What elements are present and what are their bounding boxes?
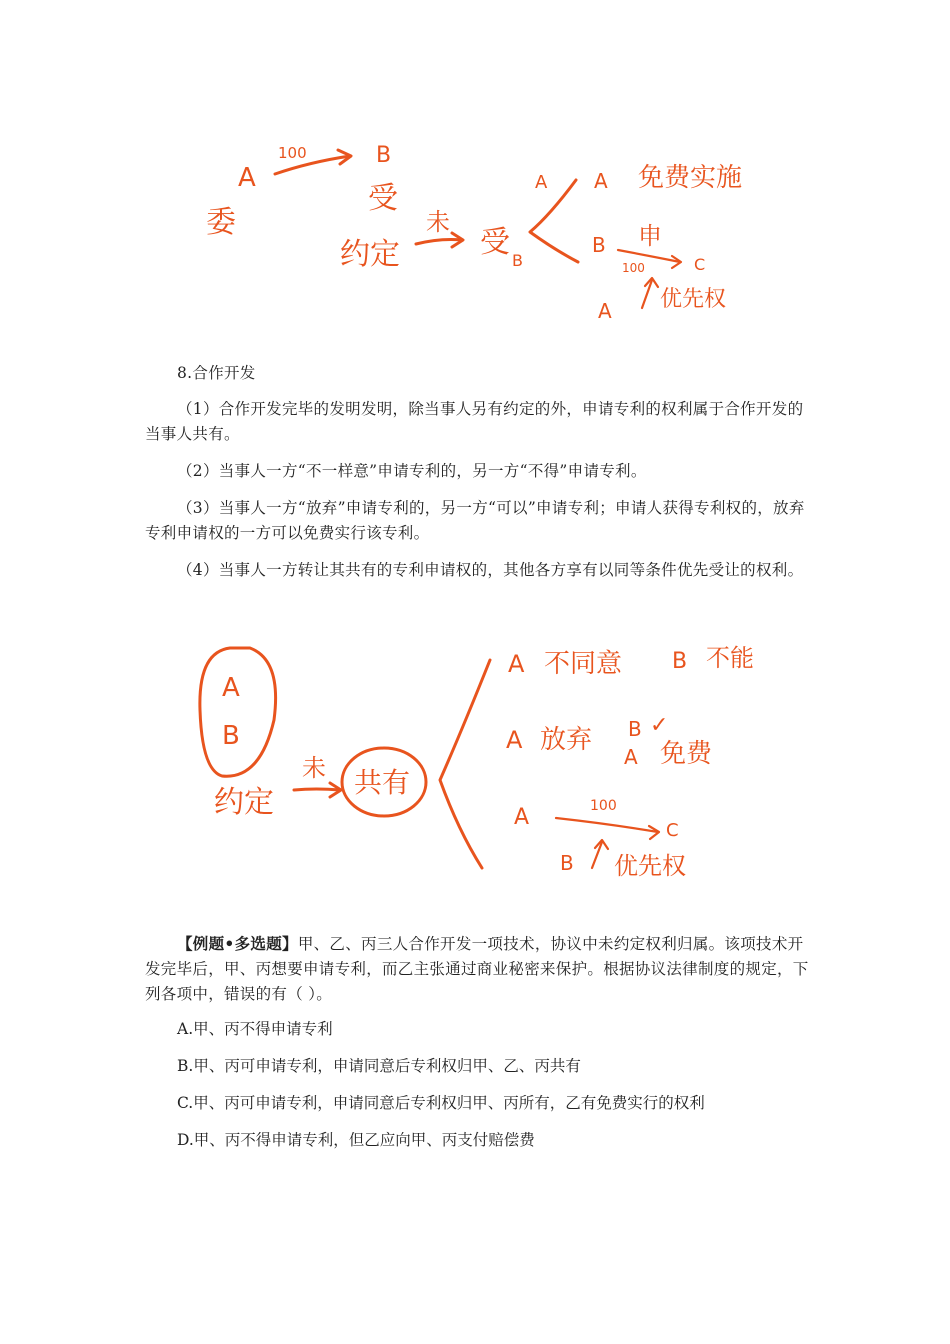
sketch1-b1: B xyxy=(376,143,392,168)
sketch2-row2-free: 免费 xyxy=(660,739,713,769)
sketch2-row3-arrow-head xyxy=(649,826,659,839)
sketch1-youxian: 优先权 xyxy=(660,287,727,312)
section-paragraph-2: （2）当事人一方“不一样意”申请专利的，另一方“不得”申请专利。 xyxy=(177,462,647,480)
sketch2-row3-a: A xyxy=(514,805,530,830)
sketch2-row3-num: 100 xyxy=(590,798,617,814)
sketch1-shen: 申 xyxy=(638,222,662,250)
sketch2-row3-arrow-line xyxy=(556,818,658,832)
sketch2-row1-b-text: 不能 xyxy=(706,644,754,672)
sketch1-yueding: 约定 xyxy=(340,237,400,272)
sketch1-sub-b: B xyxy=(512,251,523,270)
sketch2-a: A xyxy=(222,673,240,703)
sketch1-wei: 委 xyxy=(206,205,236,240)
sketch2-gongyou: 共有 xyxy=(354,766,411,799)
sketch2-row3-youxian: 优先权 xyxy=(614,852,686,880)
sketch2-row2-b: B xyxy=(628,717,642,741)
sketch2-row2-a: A xyxy=(506,726,523,754)
option-b: B.甲、丙可申请专利，申请同意后专利权归甲、乙、丙共有 xyxy=(177,1057,581,1075)
sketch2-row3-c: C xyxy=(666,820,679,841)
sketch1-a1: A xyxy=(238,163,256,193)
sketch2-brace xyxy=(440,660,490,868)
sketch1-a4: A xyxy=(598,299,612,323)
sketch1-shou1: 受 xyxy=(368,181,398,216)
sketch1-mianfei: 免费实施 xyxy=(638,163,743,193)
handwritten-sketch-entrusted-development xyxy=(190,120,770,330)
sketch1-shou2: 受 xyxy=(480,225,510,260)
section-heading: 8.合作开发 xyxy=(177,364,256,382)
section-paragraph-4: （4）当事人一方转让其共有的专利申请权的，其他各方享有以同等条件优先受让的权利。 xyxy=(177,561,804,579)
sketch1-num1: 100 xyxy=(278,144,307,162)
sketch1-c: C xyxy=(694,255,706,274)
sketch2-row2-a2: A xyxy=(624,745,638,769)
sketch1-a2: A xyxy=(535,172,548,193)
option-d: D.甲、丙不得申请专利，但乙应向甲、丙支付赔偿费 xyxy=(177,1131,535,1149)
sketch2-row1-a: A xyxy=(508,650,525,678)
sketch1-b2: B xyxy=(592,233,606,257)
sketch2-row1-b: B xyxy=(672,649,688,674)
sketch2-wei: 未 xyxy=(302,754,326,782)
sketch2-arrow-line xyxy=(294,789,340,790)
sketch2-row2-check: ✓ xyxy=(650,713,669,738)
example-question xyxy=(145,931,810,1007)
sketch2-ab-circle xyxy=(200,648,276,776)
example-question-text: 甲、乙、丙三人合作开发一项技术，协议中未约定权利归属。该项技术开发完毕后，甲、丙想要申请专利，而乙主张通过商业秘密来保护。根据协议法律制度的规定，下列各项中，错误的有（ ）。 xyxy=(145,935,809,1003)
sketch1-a3: A xyxy=(594,169,608,193)
sketch2-row1-text: 不同意 xyxy=(544,649,623,679)
option-a: A.甲、丙不得申请专利 xyxy=(177,1020,333,1038)
option-c: C.甲、丙可申请专利，申请同意后专利权归甲、丙所有，乙有免费实行的权利 xyxy=(177,1094,705,1112)
section-paragraph-1: （1）合作开发完毕的发明发明，除当事人另有约定的外，申请专利的权利属于合作开发的当事人共有。 xyxy=(145,400,804,443)
section-paragraph-3: （3）当事人一方“放弃”申请专利的，另一方“可以”申请专利；申请人获得专利权的，放弃专利申请权的一方可以免费实行该专利。 xyxy=(145,499,805,542)
sketch1-num2: 100 xyxy=(622,261,645,275)
handwritten-sketch-joint-development xyxy=(190,630,770,890)
sketch2-row2-text: 放弃 xyxy=(540,725,593,755)
sketch1-wei2: 未 xyxy=(426,208,450,236)
sketch-2-svg xyxy=(190,630,770,890)
sketch-1-svg xyxy=(190,120,770,330)
sketch2-yueding: 约定 xyxy=(214,785,274,820)
sketch2-row3-b: B xyxy=(560,851,574,875)
example-label: 【例题•多选题】 xyxy=(177,934,298,953)
sketch2-b: B xyxy=(222,721,240,751)
